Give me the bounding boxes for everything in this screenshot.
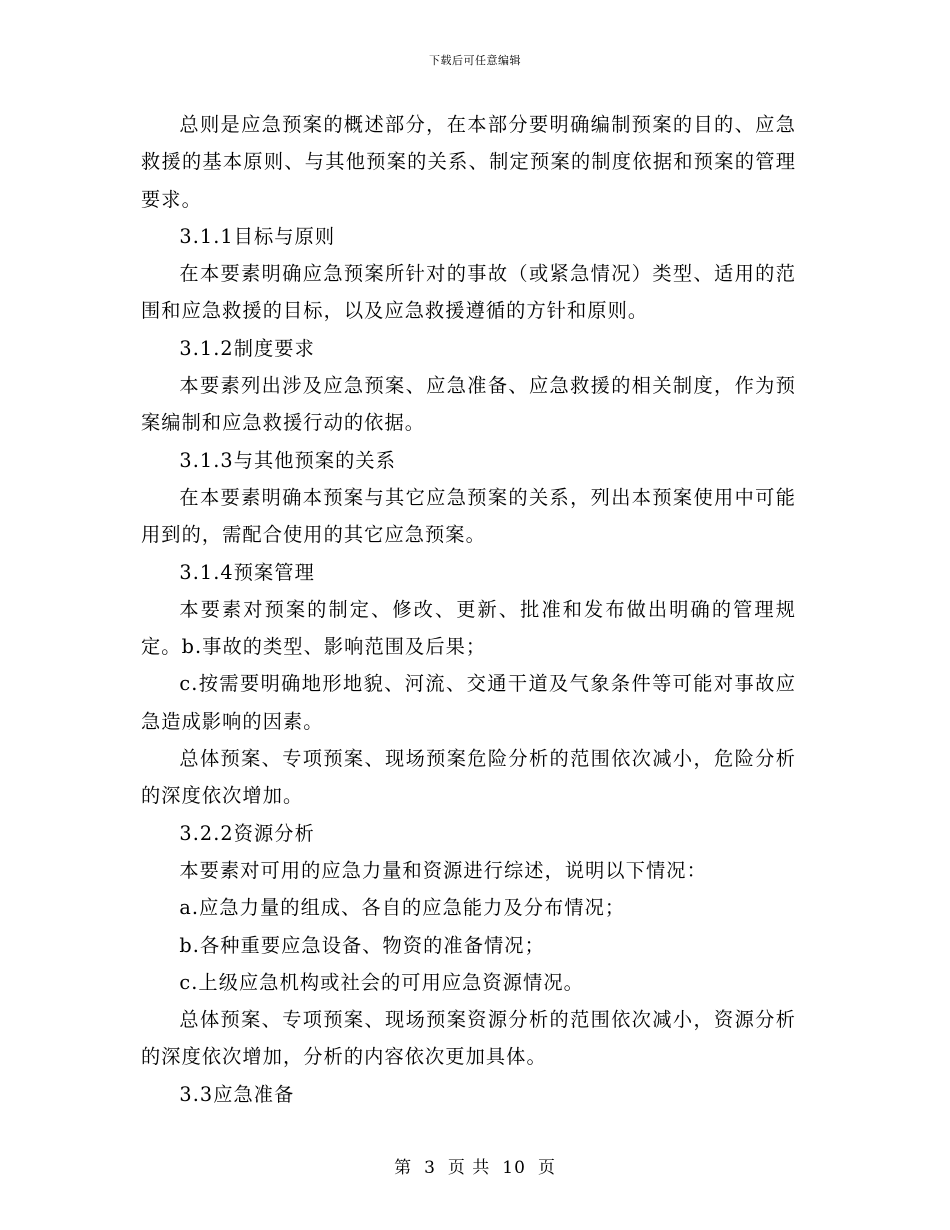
footer-prefix: 第 xyxy=(394,1158,413,1178)
heading-3-1-1: 3.1.1目标与原则 xyxy=(179,224,336,248)
paragraph-intro: 总则是应急预案的概述部分，在本部分要明确编制预案的目的、应急救援的基本原则、与其他预案的关系、制定预案的制度依据和预案的管理要求。 xyxy=(141,113,796,211)
footer-suffix: 页 xyxy=(537,1158,556,1178)
list-item-a: a.应急力量的组成、各自的应急能力及分布情况； xyxy=(179,896,626,920)
footer-middle: 页 共 xyxy=(447,1158,491,1178)
header-text: 下载后可任意编辑 xyxy=(429,54,521,67)
list-item-b: b.各种重要应急设备、物资的准备情况； xyxy=(179,933,545,957)
paragraph: 本要素对可用的应急力量和资源进行综述，说明以下情况： xyxy=(179,858,707,882)
paragraph: 本要素对预案的制定、修改、更新、批准和发布做出明确的管理规定。b.事故的类型、影响范围及后果； xyxy=(141,597,796,659)
heading-3-1-4: 3.1.4预案管理 xyxy=(179,560,315,584)
footer-page-number: 3 xyxy=(424,1158,436,1178)
paragraph: 总体预案、专项预案、现场预案危险分析的范围依次减小，危险分析的深度依次增加。 xyxy=(141,747,796,808)
paragraph: 总体预案、专项预案、现场预案资源分析的范围依次减小，资源分析的深度依次增加，分析的内容依次更加具体。 xyxy=(141,1008,796,1069)
heading-3-3: 3.3应急准备 xyxy=(179,1082,295,1106)
paragraph: 在本要素明确本预案与其它应急预案的关系，列出本预案使用中可能用到的，需配合使用的其它应急预案。 xyxy=(141,485,796,547)
heading-3-1-2: 3.1.2制度要求 xyxy=(179,336,315,360)
page-footer xyxy=(0,1153,950,1178)
page-header xyxy=(0,52,950,68)
heading-3-1-3: 3.1.3与其他预案的关系 xyxy=(179,448,397,472)
heading-3-2-2: 3.2.2资源分析 xyxy=(179,821,315,845)
footer-total-pages: 10 xyxy=(502,1158,526,1178)
paragraph: 在本要素明确应急预案所针对的事故（或紧急情况）类型、适用的范围和应急救援的目标，以及应急救援遵循的方针和原则。 xyxy=(141,262,796,323)
paragraph: 本要素列出涉及应急预案、应急准备、应急救援的相关制度，作为预案编制和应急救援行动的依据。 xyxy=(141,374,796,435)
document-body xyxy=(141,106,796,1113)
list-item-c: c.上级应急机构或社会的可用应急资源情况。 xyxy=(179,970,584,994)
list-item-c: c.按需要明确地形地貌、河流、交通干道及气象条件等可能对事故应急造成影响的因素。 xyxy=(141,672,796,733)
